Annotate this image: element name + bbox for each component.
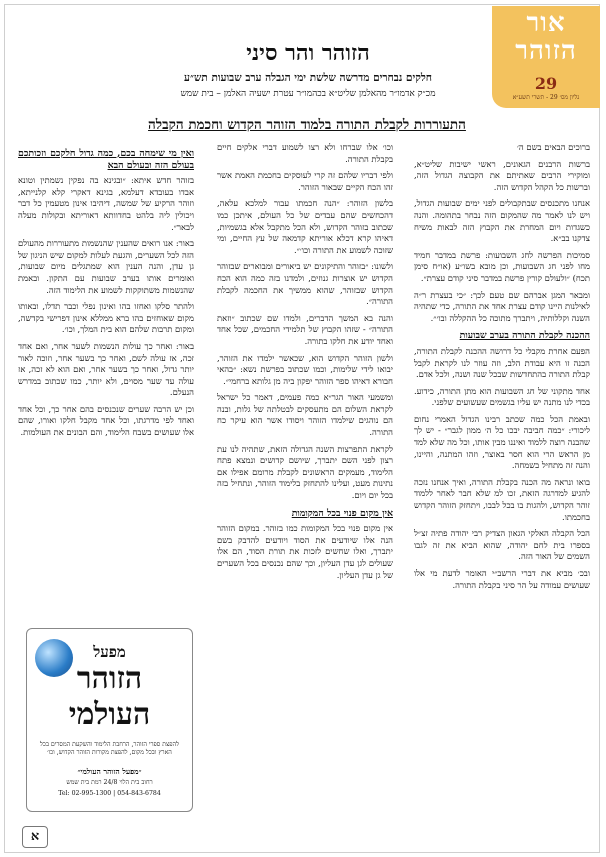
issue-date: גליון מס׳ 29 - תשרי תשע״א [512,94,580,101]
article-speaker: מכ״ק אדמו״ר מהאלמן שליט״א בכהמו״ר עטרת ישעיה האלמן – בית שמש [180,89,436,99]
ad-description: להפצת ספרי הזוהר, הרחבת הלימוד והשקעת המסרים בכל הארץ ובכל מקום, להפצת מקורות הזוהר הקדוש, וכו׳ [40,741,179,756]
paragraph: והנה בא המשך הדברים, ולמדו שם שכתוב ״וזאת התורה״ - שזהו הקבוץ של תלמידי החכמים, שכל אחד ואחד יודע את חלקו בתורה. [217,312,393,346]
text-column-right [414,142,590,842]
section-heading: ההכנה לקבלת התורה בערב שבועות [459,330,590,342]
paragraph: ובכ׳ מביא את דברי הרשב״י האומר לדעת מי אלו שעושים עמודה על הר סיני בקבלת התורה. [414,568,590,590]
paragraph: באור: ואחר כך עולות הנשמות לשער אחר, ואם אחד זכה, אז עולה לשם, ואחר כך בשער אחר, וזוכה לאור יותר גדול, ואחר כך בשער אחר, ואם הוא לא זכה, אז עולה עד שער מסוים, ולא יותר, כמו שכתוב במדרש הנעלם. [18,340,194,398]
issue-badge [492,6,600,108]
paragraph: בואו ונראה מה הכנה בקבלת התורה, ואיך אנחנו נזכה להגיע למדרגה הזאת, זכו למ שלא חבר לאחר ללמוד זוהר הקדוש, ולהגות בו בכל לבבו, ויתחזק הזוהר הקדוש בחכמתו. [414,476,590,522]
paragraph: ולשונו: ״בזוהר והתיקונים יש ביאורים ומבוארים שבזוהר הקדוש יש אוצרות גנוזים, ולמדנו בזה כמה הוא הכח הקדוש שבזוהר, שהוא ממשיך את החכמה לקבלת התורה״. [217,261,393,307]
paragraph: לקראת התפרצות השנה הגדולה הזאת, שתהיה לנו עת רצון לפני השם יתברך, שיושם קדושים ונמצא פתח הלימוד, מעמקים הראשונים לקבלת מרומם אפילו אם נתינות מעט, ועלינו להתחזק בלימוד הזוהר, ונתחיל בזה בכל יום ויום. [217,443,393,501]
paragraph: אחד מתקוני של חג השבועות הוא מתן התורה, כידוע. בכדי לנו מתנה יש עליו בגשמים שעשועים שלפני. [414,385,590,408]
article-header [130,40,486,99]
advertisement-box [26,628,193,812]
ad-phones: Tel: 02-995-1300 | 054-843-6784 [58,790,161,797]
section-heading: ואין מי שימחה בכם, כמה גדול חלקכם וזכותכם בעולם הזה ובעולם הבא [18,148,194,171]
page-number: א [22,826,48,848]
badge-title-line1: אור [526,8,566,38]
article-title: הזוהר והר סיני [246,40,370,66]
paragraph: אין מקום פנוי בכל המקומות כמו בזוהר. במקום הזוהר הנה אלו שיודעים את הסוד ויודעים להדבק בשם יתברך, ואלו שחשים לזכות את תורת הסוד, הם אלו שעולים לגן עדן העליון, וכך שהם נכנסים בכל השערים של גן עדן העליון. [217,523,393,580]
paragraph: ולפי דבריו שלהם זה קרי לעוסקים בחכמת האמת אשר זהו הכח הקיים שבאור הזוהר. [217,170,393,192]
paragraph: ומשמעי האור הגר״א כמה פעמים, דאמר כל ישראל לקראת השלום הם מתעסקים לבטלתה של גלות, ובנה הם נוהגים שילמדו הזוהר ויסודו אשר הוא עיקר כח התורה. [217,392,393,438]
text-column-left [18,142,194,612]
paragraph: ומבאר המגן אברהם שם טעם לכך: ״כי בעצרת ר״ה לאילנות היינו קודם עצרת אחד את התורה, כדי שתהיה השנה וקללותיה, ויתברך מתוכה כל ההקללה ובו׳״. [414,289,590,323]
ad-line3: העולמי [68,697,151,732]
paragraph: ברשות הרבנים הגאונים, ראשי ישיבות שליט״א, ומוקירי הרבים שאתיתם את הקבוצה הגדול הזה, וברשות כל הקהל הקדוש הזה. [414,158,590,192]
article-subtitle: חלקים נבחרים מדרשה שלשת ימי הגבלה ערב שבועות תש״ע [184,72,432,84]
paragraph: בזוהר חדש איתא: ״ובגינא בה נפקין נשמתין וטונא אבדו בעובדא דעלמא, בגינא דאקרי קלא קלנייתא, וזוהר הרקיע של שמשה, דיהיבו אינון מטעמין כל דבר ויכולין ליה בלהט בחדוותא דאוריתא ובקולות מעלה לבאר״. [18,175,194,232]
article-headline: התעוררות לקבלת התורה בלמוד הזוהר הקדוש וחכמת הקבלה [148,117,466,133]
paragraph: ולהתר סלקו ואחזו בהו ואינון נפלי וכבר תדלו, ובאותו מקום שאוחזים בהו ברא ממללא אינון דפרישי בקדשה, ומקום תרבות שלהם הוא בית המלך, וכו׳. [18,301,194,335]
paragraph: הפעם אחרת מקבלי כל דרושה ההכנה לקבלת התורה, הכנה זו היא עבודת הלב, וזה עוזר לנו לקראת לקבל קבלת התורה בהתחדשות שבכל שנה ושנה, ולכל אדם. [414,345,590,380]
paragraph: הכל הקבלה האלקי הגאון הצדיק רבי יהודה פתיה זצ״ל בספרו בית לחם יהודה, שהוא הביא את זה לגבו השמים של האור הזה. [414,528,590,562]
section-heading: אין מקום פנוי בכל המקומות [291,507,393,519]
paragraph: אנחנו מתכנסים שבתקבולים לפני ימים שבועות הגדול, ויש לנו לאמר מה שהמקום הזה נבחר בתהומה. והנה כשגדות ויום המחרת את הקבוץ הזה לבאות משיח צדקנו בב״א. [414,198,590,244]
paragraph: ולשון הזוהר הקדוש הוא, שכאשר ילמדו את הזוהר, יבואו לידי שלימות, וכמו שכתוב בפרשת נשא: ״בהאי חבורא דאיהו ספר הזוהר יפקון ביה מן גלותא ברחמי״. [217,352,393,386]
paragraph: באור: אנו רואים שהענין שהנשמות מתעוררות מהעולם הזה לכל השערים, והגעת לעלות למקום שיש הניגון של גן עדן, והנה הענין הוא שמתגלים מיום שבועות, ואומרים אותו בערב שבועות עם התקון. ובאמת שהנשמות משתוקקות לשמוע את הלימוד הזה. [18,238,194,295]
text-column-middle [217,142,393,842]
ad-line1: מפעל [93,643,126,661]
paragraph: וכו׳ אלו שברחו ולא רצו לשמוע דברי אלקים חיים בקבלת התורה. [217,142,393,164]
paragraph: ברוכים הבאים בשם ה׳ [516,142,590,152]
paragraph: סמיכות הפרשה לחג השבועות: פרשת במדבר חמיד מחו לפני חג השבועות, וכן מובא בשו״ע (או״ח סימן תכח) ״ולעולם קורין פרשת במדבר סיני קודם עצרת״. [414,249,590,283]
paragraph: וכן יש הרבה שערים שנכנסים בהם אחר כך, וכל אחד ואחד לפי מדרגתו, וכל אחד מקבל חלקו ואורו, שהם אלו שעושים בשבח הלימוד, והם הבונים את העולמות. [18,403,194,438]
badge-title-line2: הזוהר [515,36,577,66]
paragraph: ובאמת הכל כמה שכתב רבינו הגדול האמרי נחום ליכורי: ״כמה חביבה יבכו כל ה׳ ממון לגבר״ - יש לך שהבנה רוצה ללמוד ואיננו מבין אותו, וכל מה שלא למד מן הראש הרי הוא חסר באוצר, וזהו המתנה, והיינו, והנה זה מתחיל בשמחה. [414,413,590,471]
ad-address: רחוב בית הלוי 24/8 רמת בית שמש [66,779,153,786]
ad-org-name: ״מפעל הזוהר העולמי״ [77,767,142,776]
paragraph: בלשון הזוהר: ״הנה חכמתו עבור למלכא עלאה, דהכחשים שהם עבדים של כל העולם, איתכן כמו שכתוב בזוהר הקדוש, ולא הכל מתקבל אלא בגשמיות, דאיהו קרא דכלא אוריתא קדמאה של עץ החיים, ומי שזוכה לשמוע את התורה וכו׳״. [217,198,393,255]
ad-line2: הזוהר [76,661,143,696]
issue-number: 29 [534,74,558,93]
